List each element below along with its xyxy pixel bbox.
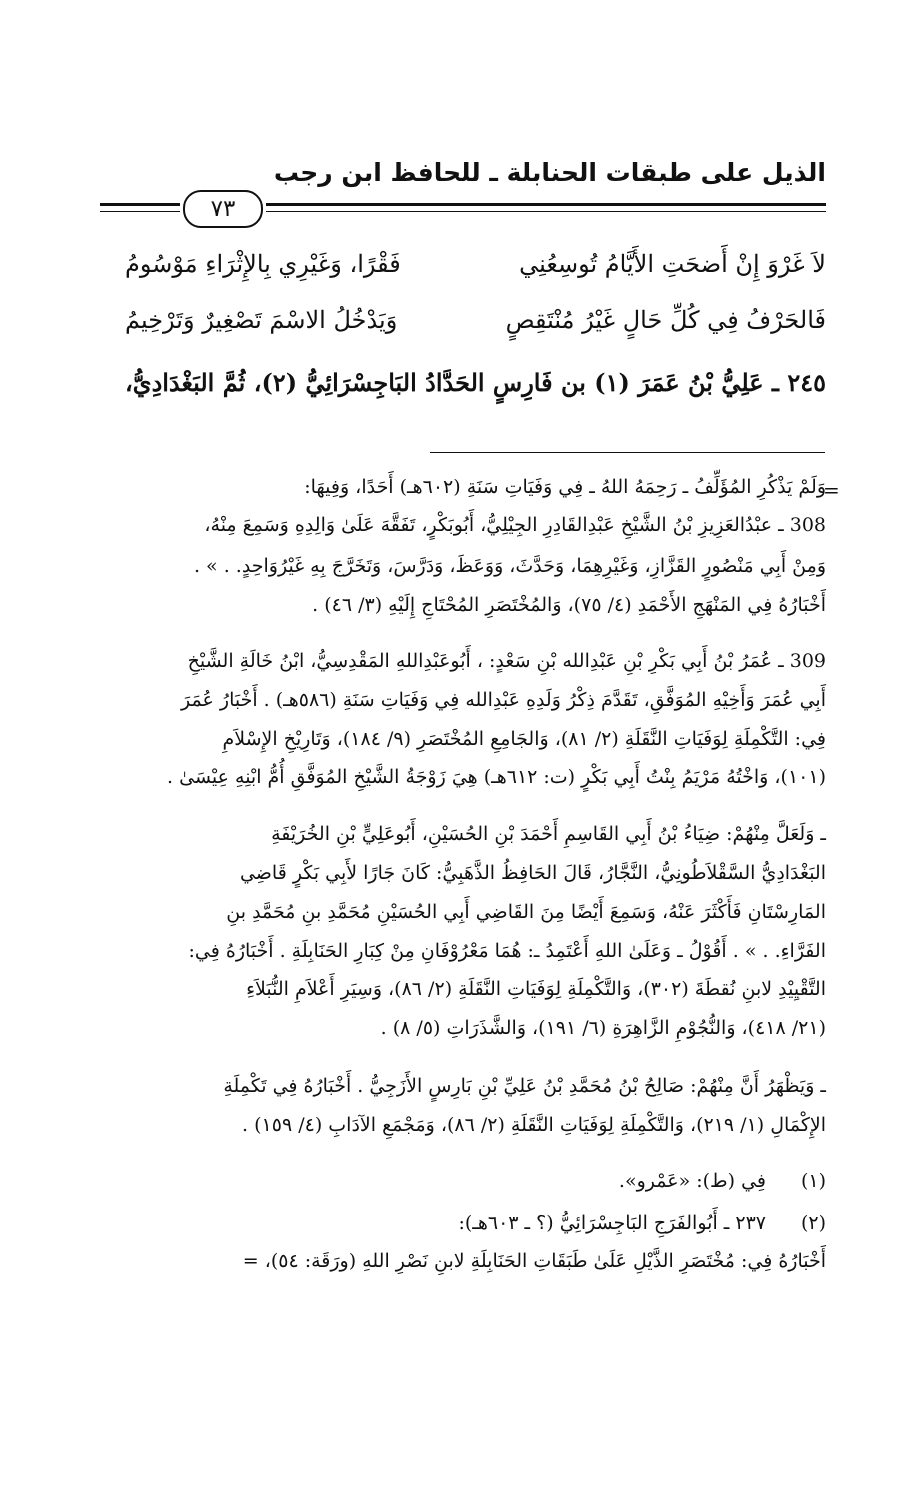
footnote-continuation: أَخْبَارُهُ فِي: مُخْتَصَرِ الذَّيْلِ عَلَىٰ طَبَقَاتِ الحَنَابِلَةِ لابنِ نَصْرِ اللهِ (ورَقَة: ٥٤)، = <box>242 1250 826 1272</box>
note-line: وَلَمْ يَذْكُرِ المُؤَلِّفُ ـ رَحِمَهُ اللهُ ـ فِي وَفَيَاتِ سَنَةِ (٦٠٢هـ) أَحَدًا، وَفِيهَا: <box>304 476 826 498</box>
entry-heading: ٢٤٥ ـ عَلِيُّ بْنُ عَمَرَ (١) بن فَارِسٍ الحَدَّادُ البَاجِسْرَائِيُّ (٢)، ثُمَّ البَغْدَادِيُّ، <box>125 368 826 397</box>
header-rule-left <box>100 203 180 206</box>
verse-1-first-hemistich: لاَ غَرْوَ إِنْ أَضحَتِ الأَيَّامُ تُوسِعُنِي <box>519 250 826 278</box>
verse-2-first-hemistich: فَالحَرْفُ فِي كُلِّ حَالٍ غَيْرُ مُنْتَقِصٍ <box>505 306 826 334</box>
note-line: أَخْبَارُهُ فِي المَنْهَجِ الأَحْمَدِ (٤/ ٧٥)، وَالمُخْتَصَرِ المُحْتَاجِ إِلَيْهِ (٣/ ٤٦) . <box>312 594 826 616</box>
verse-1-second-hemistich: فَقْرًا، وَغَيْرِي بِالإِثْرَاءِ مَوْسُومُ <box>125 250 401 278</box>
header-rule <box>266 203 826 206</box>
note-line: الإِكْمَالِ (١/ ٢١٩)، وَالتَّكْمِلَةِ لِوَفَيَاتِ النَّقَلَةِ (٢/ ٨٦)، وَمَجْمَعِ الآدَابِ (٤/ ١٥٩) . <box>242 1114 826 1136</box>
header-rule-thin <box>266 211 826 212</box>
note-line: الفَرَّاءِ. . » . أَقُوْلُ ـ وَعَلَىٰ اللهِ أَعْتَمِدُ ـ: هُمَا مَعْرُوْفَانِ مِنْ كِبَارِ الحَنَابِلَةِ . أَخْبَارُهُ فِي: <box>188 940 826 962</box>
note-line: فِي: التَّكْمِلَةِ لِوَفَيَاتِ النَّقَلَةِ (٢/ ٨١)، وَالجَامِعِ المُخْتَصَرِ (٩/ ١٨٤)، وَتَارِيْخِ الإِسْلاَمِ <box>222 728 826 750</box>
footnote-number: (٢) <box>800 1212 826 1234</box>
footnote-text: فِي (ط): «عَمْرو». <box>618 1170 766 1192</box>
note-line: التَّقْيِيْدِ لابنِ نُقطَةَ (٣٠٢)، وَالتَّكْمِلَةِ لِوَفَيَاتِ النَّقَلَةِ (٢/ ٨٦)، وَسِيَرِ أَعْلاَمِ النُّبَلاَءِ <box>246 978 826 1000</box>
footnote-number: (١) <box>800 1170 826 1192</box>
note-line: ـ وَيَظْهَرُ أَنَّ مِنْهُمْ: صَالِحُ بْنُ مُحَمَّدِ بْنُ عَلِيِّ بْنِ بَارِسٍ الأَزَجِيُّ . أَخْبَارُهُ فِي تَكْمِلَةِ <box>223 1075 826 1097</box>
verse-2-second-hemistich: وَيَدْخُلُ الاسْمَ تَصْغِيرٌ وَتَرْخِيمُ <box>125 306 398 334</box>
continuation-mark: = <box>823 478 840 502</box>
page-number: ٧٣ <box>183 190 263 228</box>
note-line: (١٠١)، وَاخْتُهُ مَرْيَمُ بِنْتُ أَبِي بَكْرٍ (ت: ٦١٢هـ) هِيَ زَوْجَةُ الشَّيْخِ المُوَفَّقِ أُمُّ ابْنِهِ عِيْسَىٰ . <box>167 766 826 788</box>
header-rule-left-thin <box>100 211 180 212</box>
note-line: وَمِنْ أَبِي مَنْصُورٍ القَزَّازِ، وَغَيْرِهِمَا، وَحَدَّثَ، وَوَعَظَ، وَدَرَّسَ، وَتَخَرَّجَ بِهِ غَيْرُوَاحِدٍ. . » . <box>193 555 826 577</box>
note-line: البَغْدَادِيُّ السَّقْلاَطُونِيُّ، النَّجَّارُ، قَالَ الحَافِظُ الذَّهَبِيُّ: كَانَ جَارًا لأَبِي بَكْرٍ قَاضِي <box>239 862 826 884</box>
footnote-text: ٢٣٧ ـ أَبُوالفَرَجِ البَاجِسْرَائِيُّ (؟ ـ ٦٠٣هـ): <box>458 1212 766 1234</box>
note-line: (٢١/ ٤١٨)، وَالنُّجُوْمِ الزَّاهِرَةِ (٦/ ١٩١)، وَالشَّذَرَاتِ (٥/ ٨) . <box>380 1017 826 1039</box>
footnote-divider <box>430 452 825 453</box>
running-title: الذيل على طبقات الحنابلة ـ للحافظ ابن رجب <box>273 158 826 187</box>
note-line: 309 ـ عُمَرُ بْنُ أَبِي بَكْرِ بْنِ عَبْدِالله بْنِ سَعْدٍ: ، أَبُوعَبْدِاللهِ المَقْدِسِيُّ، ابْنُ خَالَةِ الشَّيْخِ <box>187 650 826 672</box>
note-line: المَارِسْتَانِ فَأَكْثَرَ عَنْهُ، وَسَمِعَ أَيْضًا مِنَ القَاضِي أَبِي الحُسَيْنِ مُحَمَّدِ بنِ مُحَمَّدِ بنِ <box>226 901 826 923</box>
note-line: 308 ـ عبْدُالعَزِيزِ بْنُ الشَّيْخِ عَبْدِالقَادِرِ الجِيْلِيُّ، أَبُوبَكْرٍ، تَفَقَّهَ عَلَىٰ وَالِدِهِ وَسَمِعَ مِنْهُ، <box>204 514 826 536</box>
note-line: أَبِي عُمَرَ وَأَخِيْهِ المُوَفَّقِ، تَقَدَّمَ ذِكْرُ وَلَدِهِ عَبْدِالله فِي وَفَيَاتِ سَنَةِ (٥٨٦هـ) . أَخْبَارُ عُمَرَ <box>181 689 826 711</box>
note-line: ـ وَلَعَلَّ مِنْهُمْ: ضِيَاءُ بْنُ أَبِي القَاسِمِ أَحْمَدَ بْنِ الحُسَيْنِ، أَبُوعَلِيٍّ بْنِ الخُرَيْفَةِ <box>271 823 826 845</box>
